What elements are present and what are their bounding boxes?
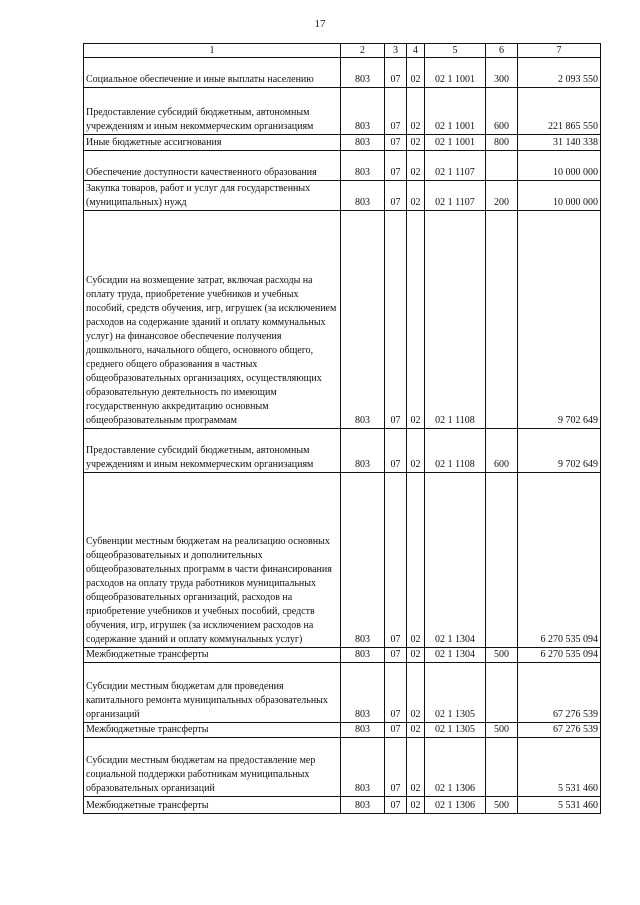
cell-csr: 02 1 1001 bbox=[425, 88, 486, 135]
cell-ved: 803 bbox=[341, 88, 385, 135]
header-cell: 5 bbox=[425, 44, 486, 58]
cell-pr: 02 bbox=[407, 473, 425, 648]
cell-pr: 02 bbox=[407, 663, 425, 723]
cell-pr: 02 bbox=[407, 429, 425, 473]
table-row bbox=[84, 797, 601, 814]
cell-ved: 803 bbox=[341, 135, 385, 151]
table-row bbox=[84, 151, 601, 181]
cell-vr: 200 bbox=[486, 181, 518, 211]
header-cell: 2 bbox=[341, 44, 385, 58]
cell-csr: 02 1 1305 bbox=[425, 663, 486, 723]
cell-pr: 02 bbox=[407, 135, 425, 151]
cell-sum: 6 270 535 094 bbox=[518, 473, 601, 648]
cell-vr bbox=[486, 211, 518, 429]
budget-table bbox=[83, 43, 601, 814]
cell-vr bbox=[486, 738, 518, 797]
cell-csr: 02 1 1001 bbox=[425, 58, 486, 88]
cell-name: Межбюджетные трансферты bbox=[84, 648, 341, 663]
cell-sum: 2 093 550 bbox=[518, 58, 601, 88]
header-cell: 6 bbox=[486, 44, 518, 58]
cell-pr: 02 bbox=[407, 58, 425, 88]
cell-pr: 02 bbox=[407, 648, 425, 663]
cell-name: Межбюджетные трансферты bbox=[84, 723, 341, 738]
cell-rz: 07 bbox=[385, 151, 407, 181]
cell-rz: 07 bbox=[385, 135, 407, 151]
cell-ved: 803 bbox=[341, 151, 385, 181]
cell-vr: 500 bbox=[486, 723, 518, 738]
cell-vr bbox=[486, 151, 518, 181]
cell-rz: 07 bbox=[385, 473, 407, 648]
table-row bbox=[84, 58, 601, 88]
cell-csr: 02 1 1304 bbox=[425, 473, 486, 648]
cell-pr: 02 bbox=[407, 151, 425, 181]
cell-vr: 500 bbox=[486, 797, 518, 814]
cell-sum: 221 865 550 bbox=[518, 88, 601, 135]
cell-name: Субсидии местным бюджетам для проведения капитального ремонта муниципальных образовательных организаций bbox=[84, 663, 341, 723]
cell-vr: 800 bbox=[486, 135, 518, 151]
cell-ved: 803 bbox=[341, 181, 385, 211]
cell-pr: 02 bbox=[407, 723, 425, 738]
cell-pr: 02 bbox=[407, 797, 425, 814]
cell-rz: 07 bbox=[385, 58, 407, 88]
table-row bbox=[84, 663, 601, 723]
cell-vr bbox=[486, 663, 518, 723]
header-cell: 7 bbox=[518, 44, 601, 58]
cell-sum: 31 140 338 bbox=[518, 135, 601, 151]
cell-csr: 02 1 1108 bbox=[425, 429, 486, 473]
cell-sum: 9 702 649 bbox=[518, 429, 601, 473]
cell-ved: 803 bbox=[341, 429, 385, 473]
cell-name: Субсидии местным бюджетам на предоставление мер социальной поддержки работникам муниципальных образовательных организаций bbox=[84, 738, 341, 797]
cell-ved: 803 bbox=[341, 723, 385, 738]
cell-csr: 02 1 1107 bbox=[425, 151, 486, 181]
cell-csr: 02 1 1306 bbox=[425, 797, 486, 814]
header-cell: 1 bbox=[84, 44, 341, 58]
cell-name: Межбюджетные трансферты bbox=[84, 797, 341, 814]
cell-pr: 02 bbox=[407, 211, 425, 429]
table-row bbox=[84, 429, 601, 473]
cell-name: Предоставление субсидий бюджетным, автономным учреждениям и иным некоммерческим организациям bbox=[84, 88, 341, 135]
table-body bbox=[84, 58, 601, 814]
cell-sum: 6 270 535 094 bbox=[518, 648, 601, 663]
table-row bbox=[84, 648, 601, 663]
cell-rz: 07 bbox=[385, 181, 407, 211]
cell-name: Социальное обеспечение и иные выплаты населению bbox=[84, 58, 341, 88]
cell-name: Иные бюджетные ассигнования bbox=[84, 135, 341, 151]
cell-rz: 07 bbox=[385, 663, 407, 723]
cell-ved: 803 bbox=[341, 58, 385, 88]
cell-rz: 07 bbox=[385, 738, 407, 797]
cell-sum: 5 531 460 bbox=[518, 797, 601, 814]
cell-csr: 02 1 1108 bbox=[425, 211, 486, 429]
header-cell: 4 bbox=[407, 44, 425, 58]
cell-rz: 07 bbox=[385, 648, 407, 663]
cell-rz: 07 bbox=[385, 429, 407, 473]
cell-sum: 67 276 539 bbox=[518, 663, 601, 723]
cell-ved: 803 bbox=[341, 663, 385, 723]
cell-sum: 5 531 460 bbox=[518, 738, 601, 797]
cell-ved: 803 bbox=[341, 473, 385, 648]
cell-name: Субсидии на возмещение затрат, включая расходы на оплату труда, приобретение учебников и учебных пособий, средств обучения, игр, игрушек (за исключением расходов на содержание зданий и оплату коммунальных услуг) на финансовое обеспечение получения дошкольного, начального общего, основного общего, среднего общего образования в частных общеобразовательных организациях, осуществляющих образовательную деятельность по имеющим государственную аккредитацию основным общеобразовательным программам bbox=[84, 211, 341, 429]
cell-ved: 803 bbox=[341, 738, 385, 797]
cell-vr: 600 bbox=[486, 429, 518, 473]
table-row bbox=[84, 211, 601, 429]
cell-csr: 02 1 1304 bbox=[425, 648, 486, 663]
cell-vr: 500 bbox=[486, 648, 518, 663]
cell-pr: 02 bbox=[407, 88, 425, 135]
cell-vr: 600 bbox=[486, 88, 518, 135]
table-row bbox=[84, 88, 601, 135]
cell-rz: 07 bbox=[385, 797, 407, 814]
cell-sum: 67 276 539 bbox=[518, 723, 601, 738]
cell-rz: 07 bbox=[385, 211, 407, 429]
cell-vr: 300 bbox=[486, 58, 518, 88]
table-row bbox=[84, 473, 601, 648]
cell-ved: 803 bbox=[341, 797, 385, 814]
cell-rz: 07 bbox=[385, 723, 407, 738]
cell-ved: 803 bbox=[341, 211, 385, 429]
cell-csr: 02 1 1107 bbox=[425, 181, 486, 211]
header-row bbox=[84, 44, 601, 58]
cell-sum: 10 000 000 bbox=[518, 151, 601, 181]
cell-rz: 07 bbox=[385, 88, 407, 135]
page-number: 17 bbox=[314, 18, 326, 30]
table-row bbox=[84, 738, 601, 797]
cell-sum: 10 000 000 bbox=[518, 181, 601, 211]
cell-name: Обеспечение доступности качественного образования bbox=[84, 151, 341, 181]
cell-name: Предоставление субсидий бюджетным, автономным учреждениям и иным некоммерческим организациям bbox=[84, 429, 341, 473]
cell-csr: 02 1 1306 bbox=[425, 738, 486, 797]
cell-csr: 02 1 1001 bbox=[425, 135, 486, 151]
cell-vr bbox=[486, 473, 518, 648]
cell-csr: 02 1 1305 bbox=[425, 723, 486, 738]
cell-pr: 02 bbox=[407, 181, 425, 211]
cell-ved: 803 bbox=[341, 648, 385, 663]
table-row bbox=[84, 723, 601, 738]
cell-sum: 9 702 649 bbox=[518, 211, 601, 429]
header-cell: 3 bbox=[385, 44, 407, 58]
table-row bbox=[84, 181, 601, 211]
cell-name: Субвенции местным бюджетам на реализацию основных общеобразовательных и дополнительных общеобразовательных программ в части финансирования расходов на оплату труда работников муниципальных общеобразовательных организаций, расходов на приобретение учебников и учебных пособий, средств обучения, игр, игрушек (за исключением расходов на содержание зданий и оплату коммунальных услуг) bbox=[84, 473, 341, 648]
cell-name: Закупка товаров, работ и услуг для государственных (муниципальных) нужд bbox=[84, 181, 341, 211]
cell-pr: 02 bbox=[407, 738, 425, 797]
table-row bbox=[84, 135, 601, 151]
